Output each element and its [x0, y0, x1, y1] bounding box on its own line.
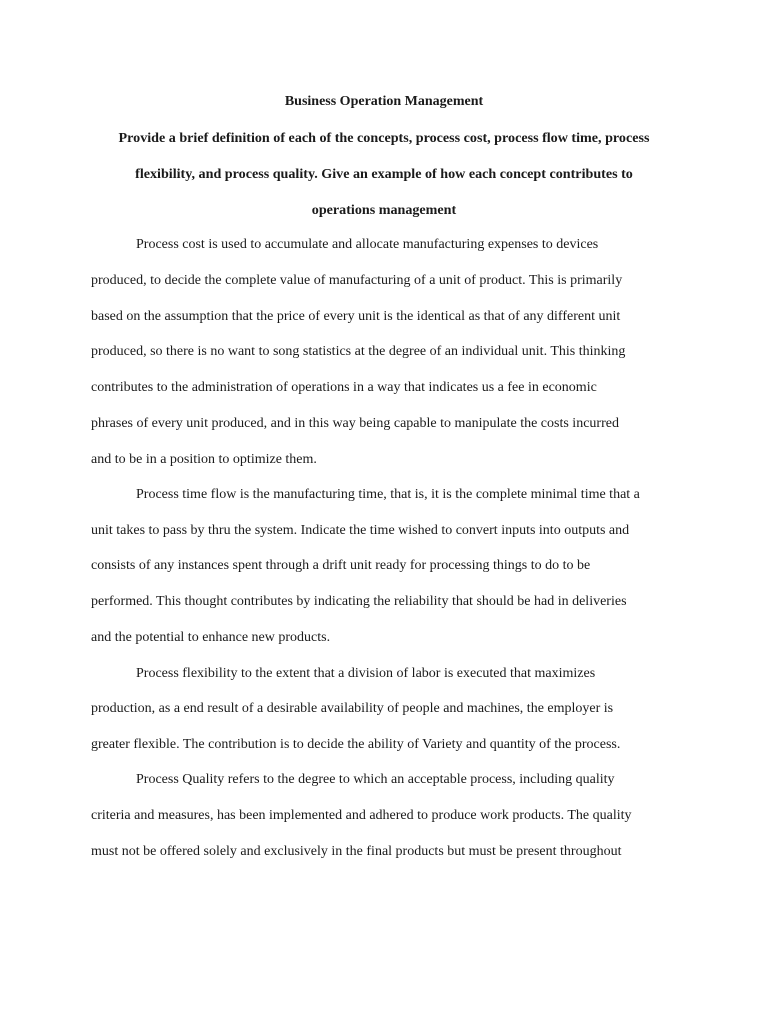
paragraph-line: and to be in a position to optimize them.	[91, 452, 317, 467]
document-title: Business Operation Management	[284, 94, 484, 109]
paragraph-line: unit takes to pass by thru the system. Indicate the time wished to convert inputs into outputs and	[91, 523, 630, 538]
paragraph-line: Process cost is used to accumulate and allocate manufacturing expenses to devices	[136, 237, 599, 252]
paragraph-line: criteria and measures, has been implemented and adhered to produce work products. The quality	[91, 808, 632, 823]
paragraph-line: Process Quality refers to the degree to which an acceptable process, including quality	[136, 772, 615, 787]
prompt-line: Provide a brief definition of each of the concepts, process cost, process flow time, process	[118, 130, 650, 146]
paragraph-line: greater flexible. The contribution is to decide the ability of Variety and quantity of the process.	[91, 737, 621, 752]
paragraph-line: Process flexibility to the extent that a division of labor is executed that maximizes	[136, 666, 596, 681]
prompt-line: flexibility, and process quality. Give an example of how each concept contributes to	[135, 166, 633, 182]
paragraph-line: Process time flow is the manufacturing time, that is, it is the complete minimal time that a	[136, 487, 640, 502]
paragraph-line: production, as a end result of a desirable availability of people and machines, the employer is	[91, 701, 614, 716]
paragraph-line: contributes to the administration of operations in a way that indicates us a fee in economic	[91, 380, 597, 395]
paragraph-line: produced, so there is no want to song statistics at the degree of an individual unit. This thinking	[91, 344, 626, 359]
paragraph-line: produced, to decide the complete value of manufacturing of a unit of product. This is primarily	[91, 273, 623, 288]
prompt-line: operations management	[311, 202, 457, 218]
paragraph-line: consists of any instances spent through a drift unit ready for processing things to do to be	[91, 558, 591, 573]
paragraph-line: performed. This thought contributes by indicating the reliability that should be had in deliveries	[91, 594, 627, 609]
paragraph-line: must not be offered solely and exclusively in the final products but must be present throughout	[91, 844, 622, 859]
paragraph-line: based on the assumption that the price of every unit is the identical as that of any different unit	[91, 309, 621, 324]
paragraph-line: phrases of every unit produced, and in this way being capable to manipulate the costs incurred	[91, 416, 619, 431]
paragraph-line: and the potential to enhance new products.	[91, 630, 331, 645]
